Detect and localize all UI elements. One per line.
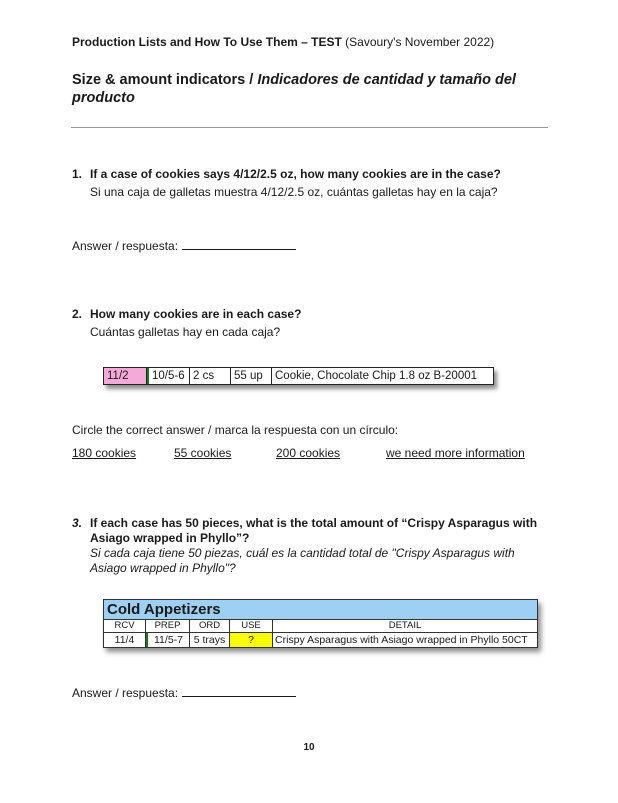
- divider: [71, 127, 548, 128]
- table-row: [104, 633, 537, 647]
- option-need-more-info[interactable]: we need more information: [386, 446, 525, 460]
- product-cell-rcv: 11/2: [104, 368, 147, 384]
- section-title-es: Indicadores de cantidad y tamaño del producto: [72, 72, 516, 106]
- option-200-cookies[interactable]: 200 cookies: [276, 446, 341, 460]
- cell-ord: 5 trays: [190, 633, 230, 647]
- cell-prep: 11/5-7: [146, 633, 190, 647]
- table-title: Cold Appetizers: [104, 600, 537, 620]
- answer-label: Answer / respuesta:: [72, 686, 179, 700]
- answer-line-1[interactable]: [72, 238, 296, 253]
- question-number: 2.: [72, 307, 83, 321]
- document-header: [72, 35, 494, 49]
- question-text-es: Si cada caja tiene 50 piezas, cuál es la cantidad total de "Crispy Asparagus with Asiago wrapped in Phyllo"?: [90, 546, 515, 575]
- column-header-ord: ORD: [190, 620, 230, 632]
- section-title-en: Size & amount indicators /: [72, 72, 258, 88]
- product-row: [103, 367, 494, 385]
- cell-detail: Crispy Asparagus with Asiago wrapped in Phyllo 50CT: [275, 634, 528, 646]
- cell-rcv: 11/4: [104, 633, 146, 647]
- column-header-prep: PREP: [146, 620, 190, 632]
- answer-line-3[interactable]: [72, 685, 296, 700]
- answer-blank[interactable]: [182, 685, 296, 697]
- column-header-use: USE: [230, 620, 273, 632]
- question-text-es: Cuántas galletas hay en cada caja?: [90, 325, 281, 339]
- column-header-detail: DETAIL: [388, 620, 422, 631]
- question-2: [72, 307, 542, 340]
- header-subtitle: (Savoury's November 2022): [345, 35, 495, 49]
- section-title: [72, 71, 552, 107]
- answer-blank[interactable]: [182, 238, 296, 250]
- question-text-en: How many cookies are in each case?: [90, 307, 302, 321]
- answer-label: Answer / respuesta:: [72, 239, 179, 253]
- option-55-cookies[interactable]: 55 cookies: [174, 446, 232, 460]
- question-3: [72, 516, 548, 576]
- question-text-en: If a case of cookies says 4/12/2.5 oz, how many cookies are in the case?: [90, 167, 501, 181]
- cold-appetizers-table: [103, 599, 538, 648]
- table-header-row: [104, 620, 537, 633]
- question-text-en: If each case has 50 pieces, what is the total amount of “Crispy Asparagus with Asiago wrapped in Phyllo”?: [90, 516, 538, 545]
- product-cell-prep: 10/5-6: [147, 368, 190, 384]
- question-number: 3.: [72, 516, 83, 530]
- product-cell-use: 55 up: [231, 368, 272, 384]
- column-header-rcv: RCV: [104, 620, 146, 632]
- question-text-es: Si una caja de galletas muestra 4/12/2.5 oz, cuántas galletas hay en la caja?: [90, 185, 498, 199]
- cell-use: ?: [230, 633, 273, 647]
- question-number: 1.: [72, 167, 83, 181]
- option-180-cookies[interactable]: 180 cookies: [72, 446, 137, 460]
- product-cell-detail: Cookie, Chocolate Chip 1.8 oz B-20001: [275, 370, 478, 382]
- page-number: 10: [303, 742, 315, 753]
- header-title: Production Lists and How To Use Them – TEST: [72, 35, 342, 49]
- circle-prompt: Circle the correct answer / marca la respuesta con un círculo:: [72, 423, 399, 437]
- question-1: [72, 167, 542, 200]
- product-cell-ord: 2 cs: [190, 368, 231, 384]
